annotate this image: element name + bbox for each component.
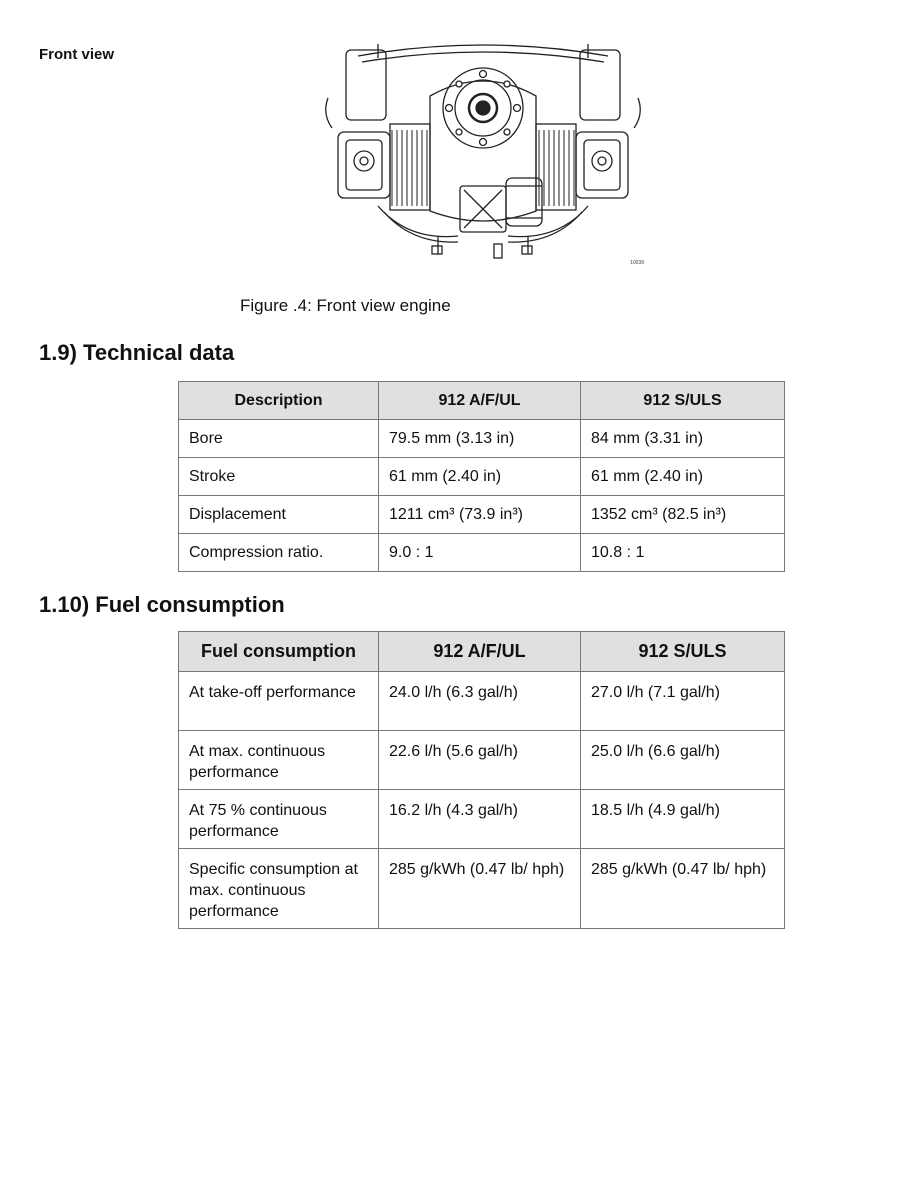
table-cell: Specific consumption at max. continuous performance (179, 849, 379, 929)
column-header: 912 A/F/UL (379, 632, 581, 672)
table-cell: 27.0 l/h (7.1 gal/h) (581, 672, 785, 731)
column-header: Fuel consumption (179, 632, 379, 672)
technical-data-heading: 1.9) Technical data (39, 340, 235, 365)
engine-front-view-illustration (318, 36, 648, 268)
table-cell: 1352 cm³ (82.5 in³) (581, 496, 785, 534)
column-header: 912 S/ULS (581, 382, 785, 420)
table-cell: 79.5 mm (3.13 in) (379, 420, 581, 458)
table-cell: 18.5 l/h (4.9 gal/h) (581, 790, 785, 849)
fuel-consumption-heading: 1.10) Fuel consumption (39, 592, 285, 617)
table-cell: 61 mm (2.40 in) (581, 458, 785, 496)
table-row (179, 420, 785, 458)
table-header-row (179, 632, 785, 672)
table-cell: 1211 cm³ (73.9 in³) (379, 496, 581, 534)
table-cell: 285 g/kWh (0.47 lb/ hph) (379, 849, 581, 929)
table-cell: Bore (179, 420, 379, 458)
table-cell: 25.0 l/h (6.6 gal/h) (581, 731, 785, 790)
table-cell: 84 mm (3.31 in) (581, 420, 785, 458)
technical-data-table (178, 381, 785, 572)
table-cell: Stroke (179, 458, 379, 496)
table-cell: Compression ratio. (179, 534, 379, 572)
table-cell: 285 g/kWh (0.47 lb/ hph) (581, 849, 785, 929)
table-row (179, 534, 785, 572)
table-cell: 61 mm (2.40 in) (379, 458, 581, 496)
fuel-consumption-table (178, 631, 785, 929)
table-cell: 10.8 : 1 (581, 534, 785, 572)
table-cell: Displacement (179, 496, 379, 534)
table-row (179, 496, 785, 534)
table-row (179, 672, 785, 731)
column-header: 912 A/F/UL (379, 382, 581, 420)
table-row (179, 731, 785, 790)
figure-side-label: Front view (39, 46, 115, 63)
table-cell: At 75 % continuous performance (179, 790, 379, 849)
table-cell: 24.0 l/h (6.3 gal/h) (379, 672, 581, 731)
table-cell: At max. continuous performance (179, 731, 379, 790)
column-header: Description (179, 382, 379, 420)
table-cell: 16.2 l/h (4.3 gal/h) (379, 790, 581, 849)
table-row (179, 849, 785, 929)
figure-reference-code: 10038 (630, 260, 644, 266)
figure-caption: Figure .4: Front view engine (240, 296, 451, 315)
table-cell: At take-off performance (179, 672, 379, 731)
table-row (179, 458, 785, 496)
table-cell: 9.0 : 1 (379, 534, 581, 572)
table-cell: 22.6 l/h (5.6 gal/h) (379, 731, 581, 790)
column-header: 912 S/ULS (581, 632, 785, 672)
table-row (179, 790, 785, 849)
table-header-row (179, 382, 785, 420)
